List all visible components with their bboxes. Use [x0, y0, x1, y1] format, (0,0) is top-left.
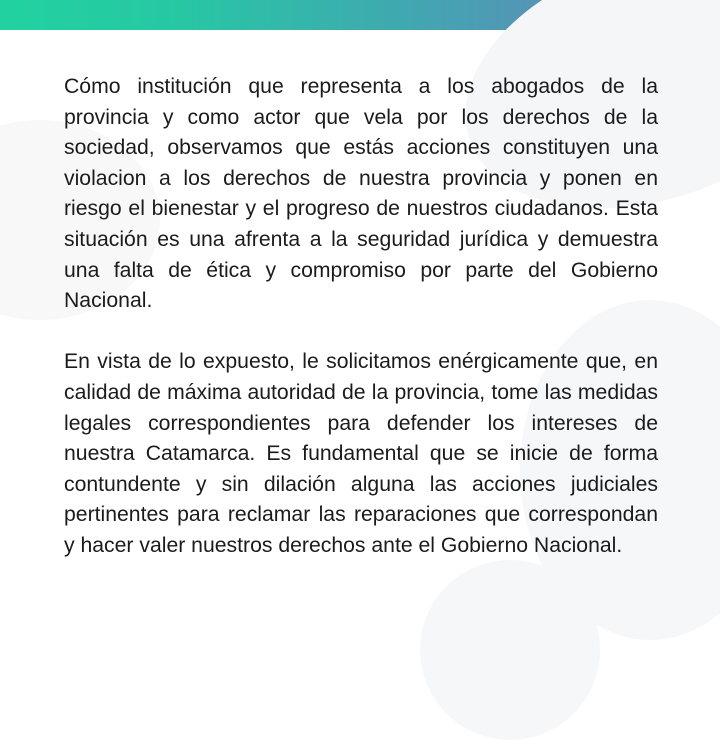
- paragraph-1: Cómo institución que representa a los abogados de la provincia y como actor que vela por los derechos de la sociedad, observamos que estás acciones constituyen una violacion a los derechos de nuestra provincia y ponen en riesgo el bienestar y el progreso de nuestros ciudadanos. Esta situación es una afrenta a la seguridad jurídica y demuestra una falta de ética y compromiso por parte del Gobierno Nacional.: [64, 75, 658, 313]
- letter-body: [64, 72, 658, 562]
- paragraph-2: En vista de lo expuesto, le solicitamos enérgicamente que, en calidad de máxima autoridad de la provincia, tome las medidas legales correspondientes para defender los intereses de nuestra Catamarca. Es fundamental que se inicie de forma contundente y sin dilación alguna las acciones judiciales pertinentes para reclamar las reparaciones que correspondan y hacer valer nuestros derechos ante el Gobierno Nacional.: [64, 350, 658, 557]
- background-watermark-shape: [420, 560, 600, 740]
